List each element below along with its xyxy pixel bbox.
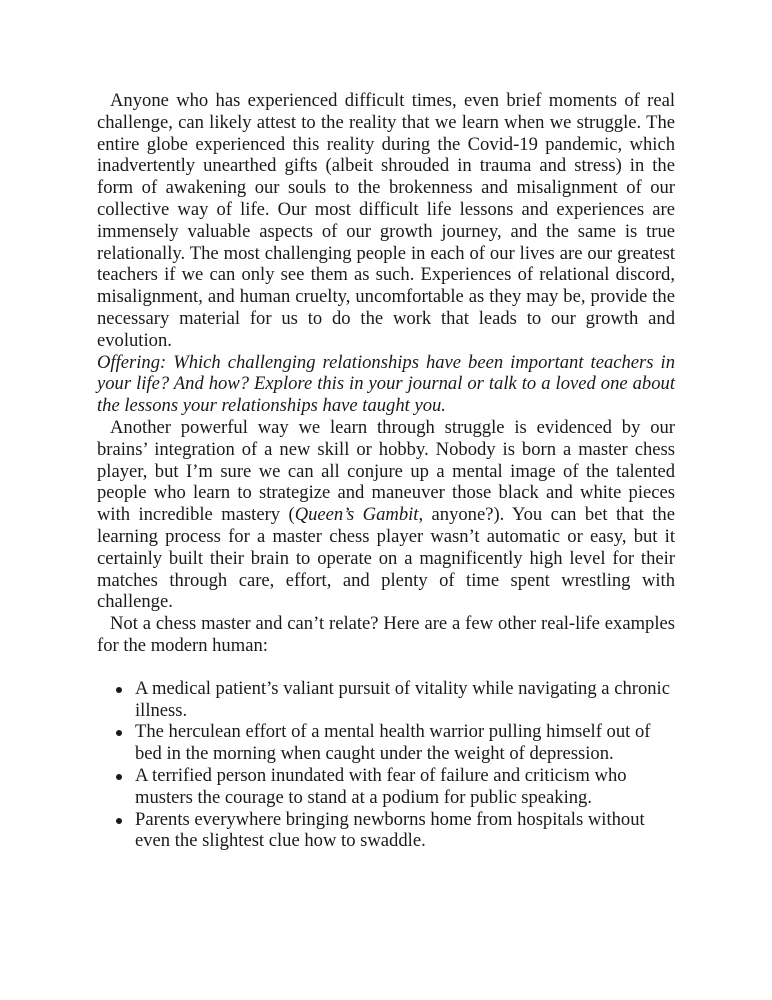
- bullet-icon: [116, 730, 122, 736]
- list-item: [97, 809, 675, 853]
- bullet-icon: [116, 687, 122, 693]
- paragraph-examples-intro: Not a chess master and can’t relate? Here are a few other real-life examples for the modern human:: [97, 613, 675, 656]
- paragraph-struggle-lessons: Anyone who has experienced difficult times, even brief moments of real challenge, can likely attest to the reality that we learn when we struggle. The entire globe experienced this reality during the Covid-19 pandemic, which inadvertently unearthed gifts (albeit shrouded in trauma and stress) in the form of awakening our souls to the brokenness and misalignment of our collective way of life. Our most difficult life lessons and experiences are immensely valuable aspects of our growth journey, and the same is true relationally. The most challenging people in each of our lives are our greatest teachers if we can only see them as such. Experiences of relational discord, misalignment, and human cruelty, uncomfortable as they may be, provide the necessary material for us to do the work that leads to our growth and evolution.: [97, 90, 675, 351]
- list-item: [97, 721, 675, 765]
- list-item-text: Parents everywhere bringing newborns home from hospitals without even the slightest clue how to swaddle.: [135, 808, 645, 852]
- paragraph-chess-text-end: anyone?). You can bet that the learning process for a master chess player wasn’t automatic or easy, but it certainly built their brain to operate on a magnificently high level for their matches through care, effort, and plenty of time spent wrestling with challenge.: [97, 504, 675, 613]
- list-item-text: A terrified person inundated with fear of failure and criticism who musters the courage to stand at a podium for public speaking.: [135, 764, 627, 808]
- queens-gambit-title: Queen’s Gambit,: [294, 504, 424, 526]
- page-body: [97, 90, 675, 852]
- list-item-text: The herculean effort of a mental health warrior pulling himself out of bed in the morning when caught under the weight of depression.: [135, 721, 651, 765]
- paragraph-chess-text-start: Another powerful way we learn through struggle is evidenced by our brains’ integration of a new skill or hobby. Nobody is born a master chess player, but I’m sure we can all conjure up a mental image of the talented people who learn to strategize and maneuver those black and white pieces with incredible mastery (: [97, 416, 675, 526]
- list-item: [97, 678, 675, 722]
- offering-prompt: Offering: Which challenging relationships have been important teachers in your life? And how? Explore this in your journal or talk to a loved one about the lessons your relationships have taught you.: [97, 351, 675, 417]
- examples-list: [97, 678, 675, 852]
- bullet-icon: [116, 818, 122, 824]
- paragraph-chess-master: [97, 417, 675, 613]
- list-item: [97, 765, 675, 809]
- list-item-text: A medical patient’s valiant pursuit of vitality while navigating a chronic illness.: [135, 677, 670, 721]
- bullet-icon: [116, 774, 122, 780]
